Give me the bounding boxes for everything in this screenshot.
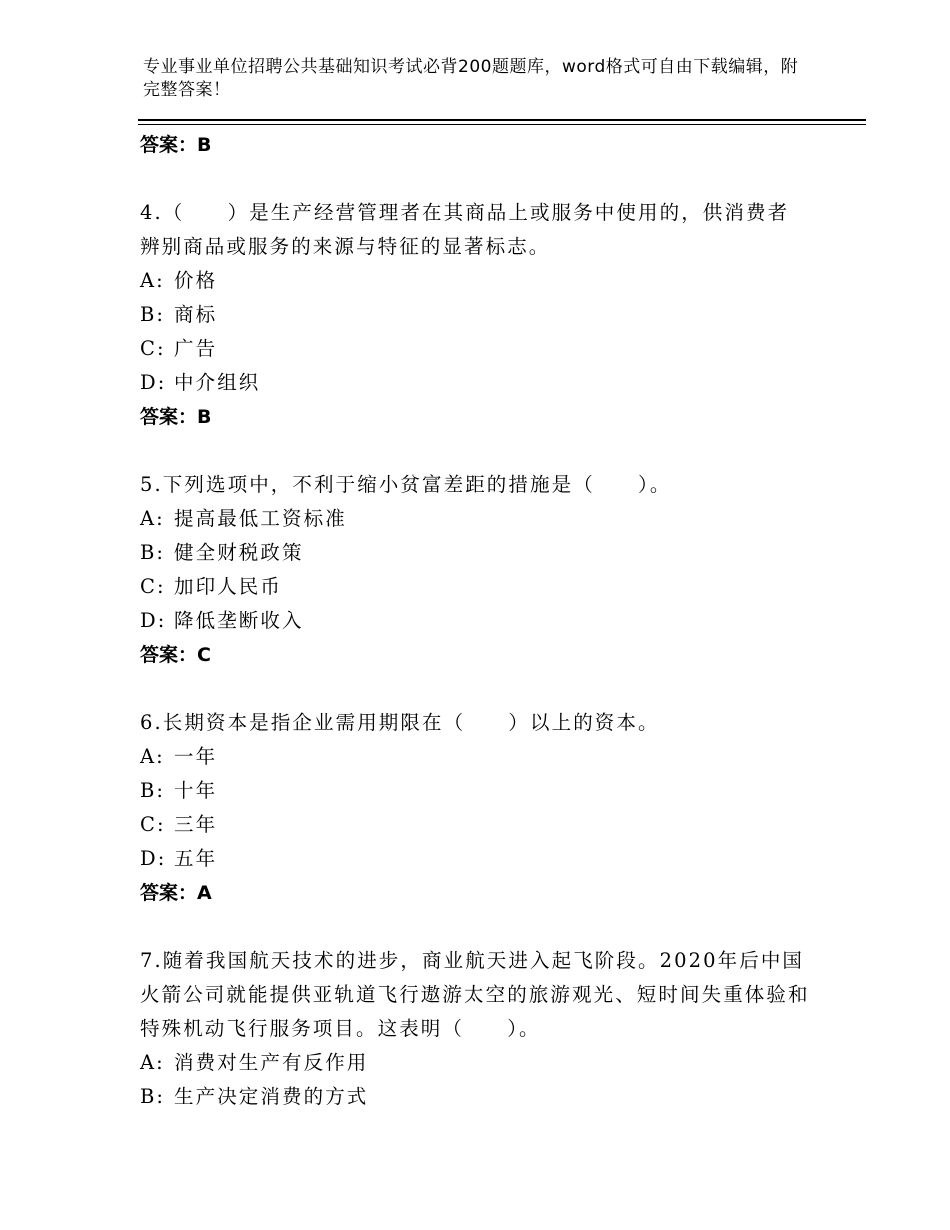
option-letter: A: <box>140 745 165 768</box>
option-text: 十年 <box>174 779 218 802</box>
option-letter: C: <box>140 813 166 836</box>
option-text: 中介组织 <box>174 371 261 394</box>
option-text: 健全财税政策 <box>174 541 304 564</box>
option-letter: B: <box>140 779 166 802</box>
option-text: 加印人民币 <box>174 575 283 598</box>
option-text: 提高最低工资标准 <box>174 507 347 530</box>
option-c <box>140 332 810 366</box>
answer-line: 答案：C <box>140 644 211 666</box>
option-text: 广告 <box>174 337 218 360</box>
spacer <box>140 162 810 196</box>
option-d <box>140 604 810 638</box>
option-text: 商标 <box>174 303 218 326</box>
question-block <box>140 706 810 910</box>
spacer <box>140 434 810 468</box>
option-letter: D: <box>140 609 167 632</box>
option-letter: D: <box>140 371 167 394</box>
option-a <box>140 740 810 774</box>
question-block <box>140 196 810 434</box>
option-letter: B: <box>140 1085 166 1108</box>
question-stem: 7.随着我国航天技术的进步，商业航天进入起飞阶段。2020年后中国火箭公司就能提供亚轨道飞行遨游太空的旅游观光、短时间失重体验和特殊机动飞行服务项目。这表明（ ）。 <box>140 949 810 1040</box>
option-letter: A: <box>140 269 165 292</box>
question-block <box>140 944 810 1114</box>
question-stem: 4.（ ）是生产经营管理者在其商品上或服务中使用的，供消费者辨别商品或服务的来源与特征的显著标志。 <box>140 201 790 258</box>
option-b <box>140 536 810 570</box>
option-letter: A: <box>140 507 165 530</box>
option-c <box>140 570 810 604</box>
question-list <box>140 128 810 1114</box>
option-letter: B: <box>140 303 166 326</box>
option-c <box>140 808 810 842</box>
answer-line: 答案：A <box>140 882 212 904</box>
option-letter: A: <box>140 1051 165 1074</box>
option-text: 三年 <box>174 813 218 836</box>
header-rule-thick <box>138 119 866 121</box>
option-b <box>140 1080 810 1114</box>
spacer <box>140 672 810 706</box>
answer-line: 答案：B <box>140 134 212 156</box>
answer-line: 答案：B <box>140 406 212 428</box>
option-d <box>140 842 810 876</box>
option-text: 消费对生产有反作用 <box>174 1051 369 1074</box>
option-text: 五年 <box>174 847 218 870</box>
question-stem: 6.长期资本是指企业需用期限在（ ）以上的资本。 <box>140 711 660 734</box>
option-a <box>140 264 810 298</box>
question-block <box>140 468 810 672</box>
option-a <box>140 502 810 536</box>
option-text: 生产决定消费的方式 <box>174 1085 369 1108</box>
option-b <box>140 298 810 332</box>
option-b <box>140 774 810 808</box>
option-letter: D: <box>140 847 167 870</box>
spacer <box>140 910 810 944</box>
page-header: 专业事业单位招聘公共基础知识考试必背200题题库，word格式可自由下载编辑，附完整答案！ <box>143 57 799 100</box>
option-letter: C: <box>140 337 166 360</box>
option-a <box>140 1046 810 1080</box>
option-letter: B: <box>140 541 166 564</box>
question-stem: 5.下列选项中，不利于缩小贫富差距的措施是（ ）。 <box>140 473 672 496</box>
option-d <box>140 366 810 400</box>
option-text: 一年 <box>174 745 218 768</box>
option-text: 价格 <box>174 269 218 292</box>
option-letter: C: <box>140 575 166 598</box>
header-rule-thin <box>138 124 866 125</box>
option-text: 降低垄断收入 <box>174 609 304 632</box>
